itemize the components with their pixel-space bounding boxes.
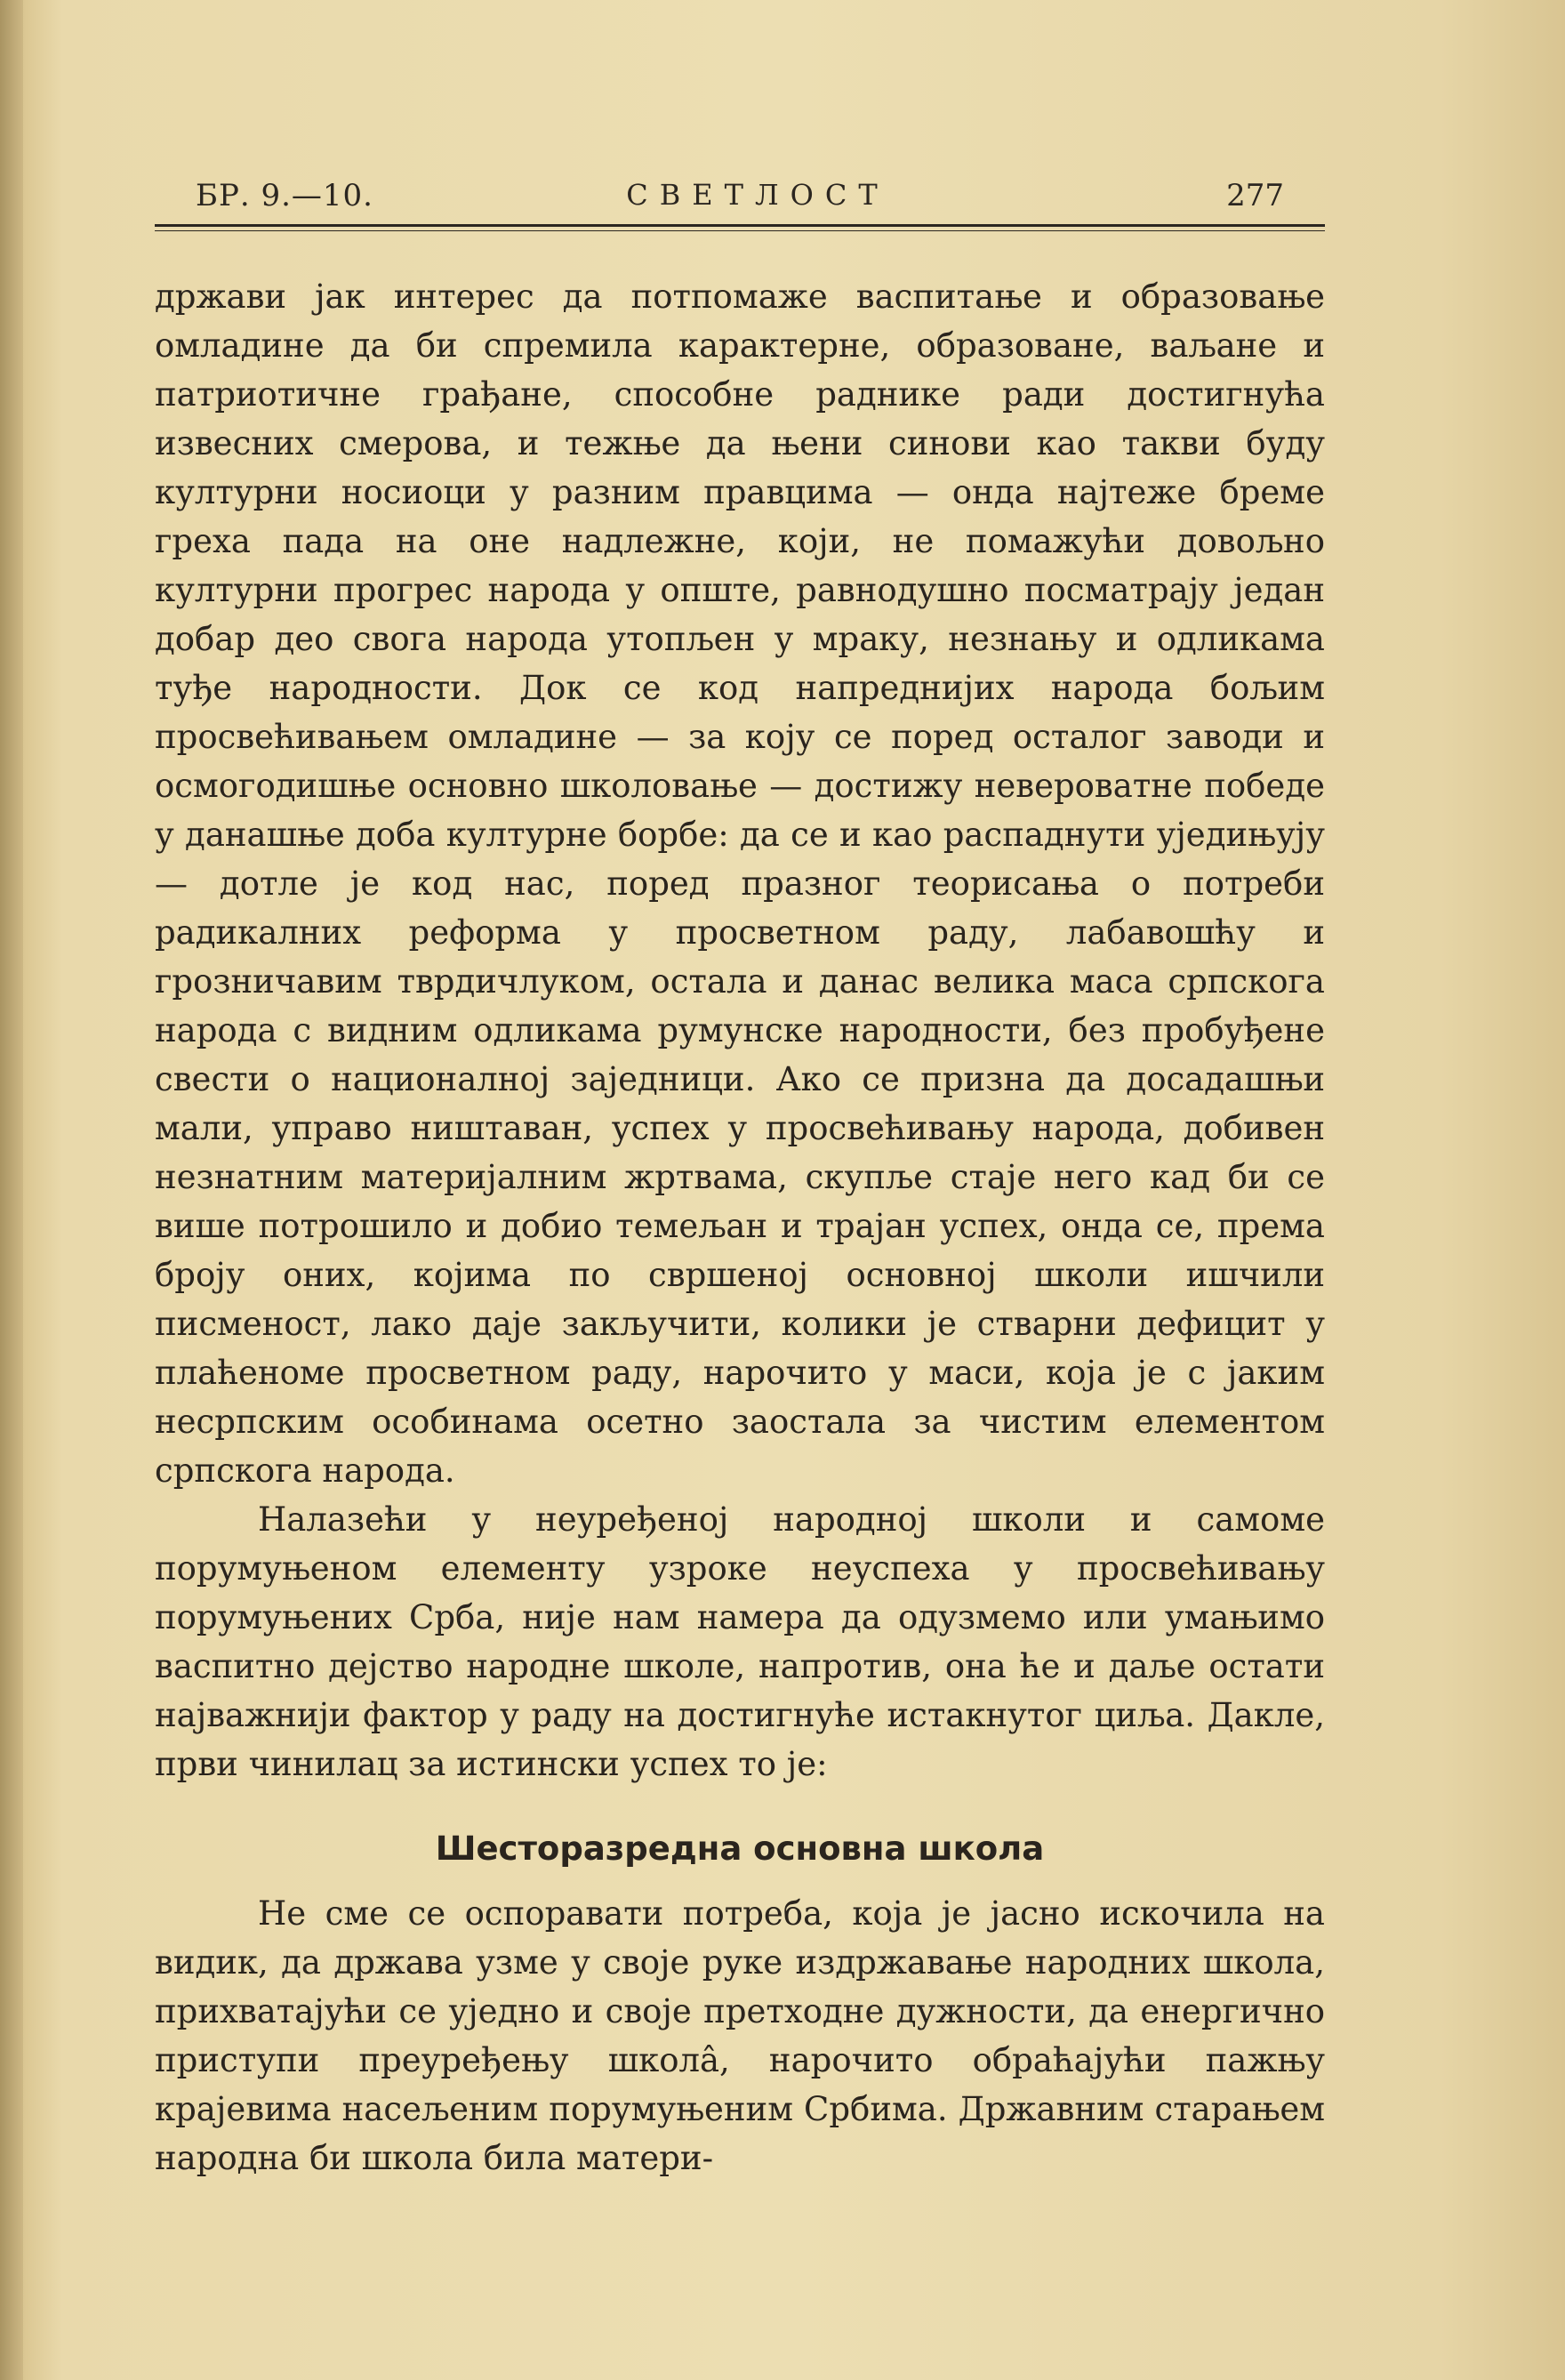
header-rule-thin [155,230,1325,231]
page-number: 277 [1226,178,1284,213]
issue-number: БР. 9.—10. [196,178,373,213]
header-rule-thick [155,224,1325,227]
article-body [155,272,1325,2183]
running-header [155,178,1325,217]
paragraph-2: Налазећи у неуређеној народној школи и самоме порумуњеном елементу узроке неуспеха у просвећивању порумуњених Срба, није нам намера да одузмемо или умањимо васпитно дејство народне школе, напротив, она ће и даље остати најважнији фактор у раду на достигнуће истакнутог циља. Дакле, први чинилац за истински успех то је: [155,1500,1325,1783]
paragraph-3: Не сме се оспоравати потреба, која је јасно искочила на видик, да држава узме у своје руке издржавање народних школа, прихватајући се уједно и своје претходне дужности, да енергично приступи преуређењу школâ, нарочито обраћајући пажњу крајевима насељеним порумуњеним Србима. Државним старањем народна би школа била матери- [155,1894,1325,2177]
section-heading: Шесторазредна основна школа [435,1829,1045,1868]
paragraph-1: држави јак интерес да потпомаже васпитање и образовање омладине да би спремила карактерне, образоване, ваљане и патриотичне грађане, способне раднике ради достигнућа извесних смерова, и тежње да њени синови као такви буду културни носиоци у разним правцима — онда најтеже бреме греха пада на оне надлежне, који, не помажући довољно културни прогрес народа у опште, равнодушно посматрају један добар део свога народа утопљен у мраку, незнању и одликама туђе народности. Док се код напреднијих народа бољим просвећивањем омладине — за коју се поред осталог заводи и осмогодишње основно школовање — достижу невероватне победе у данашње доба културне борбе: да се и као распаднути уједињују — дотле је код нас, поред празног теорисања о потреби радикалних реформа у просветном раду, лабавошћу и грозничавим тврдичлуком, остала и данас велика маса српскога народа с видним одликама румунске народности, без пробуђене свести о националној заједници. Ако се призна да досадашњи мали, управо ништаван, успех у просвећивању народа, добивен незнатним материјалним жртвама, скупље стаје него кад би се више потрошило и добио темељан и трајан успех, онда се, према броју оних, којима по свршеној основној школи ишчили писменост, лако даје закључити, колики је стварни дефицит у плаћеноме просветном раду, нарочито у маси, која је с јаким несрпским особинама осетно заостала за чистим елементом српскога народа. [155,277,1325,1490]
journal-title: СВЕТЛОСТ [626,178,889,212]
book-spine-shadow [0,0,23,2380]
